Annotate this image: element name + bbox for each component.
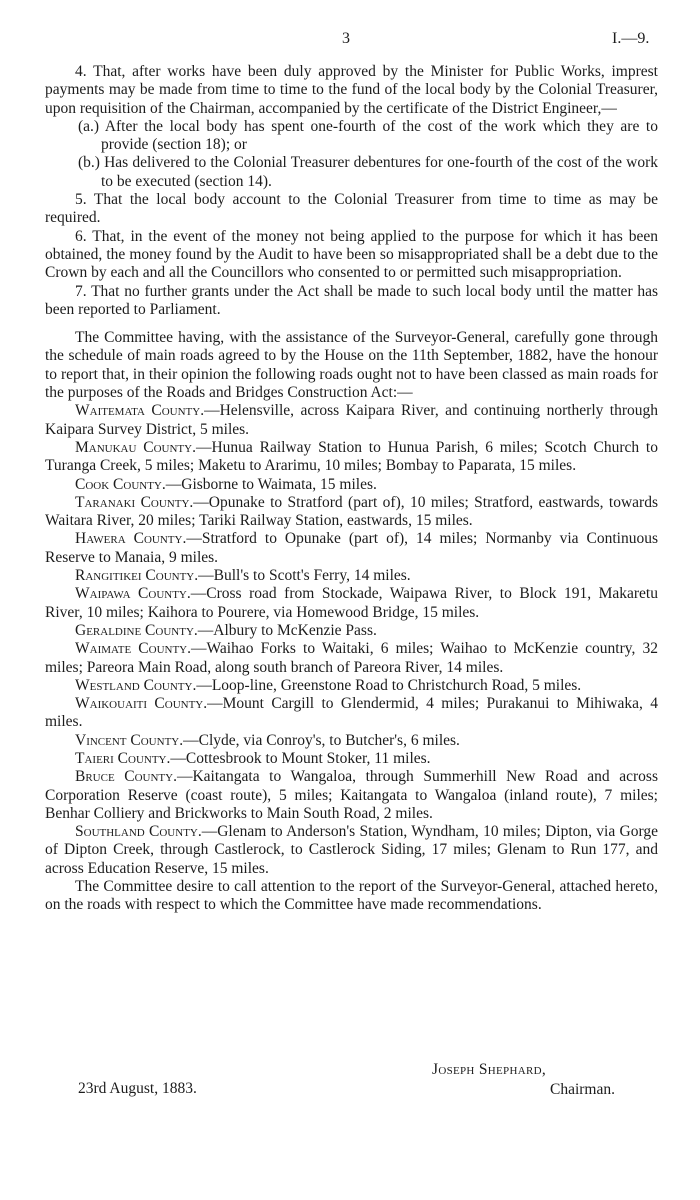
paragraph: 5. That the local body account to the Colonial Treasurer from time to time as may be required.: [45, 191, 658, 227]
paragraph: 7. That no further grants under the Act shall be made to such local body until the matter has been reported to Parliament.: [45, 282, 658, 318]
county-roads: —Mount Cargill to Glendermid, 4 miles; Purakanui to Mihiwaka, 4 miles.: [45, 695, 659, 731]
signatory-title: Chairman.: [550, 1081, 615, 1098]
county-roads: —Helensville, across Kaipara River, and continuing northerly through Kaipara Survey District, 5 miles.: [45, 402, 659, 438]
page-number: 3: [342, 30, 350, 47]
county-entry: [45, 530, 658, 567]
county-entry: [45, 640, 658, 677]
county-entry: [45, 567, 658, 585]
county-roads: —Glenam to Anderson's Station, Wyndham, 10 miles; Dipton, via Gorge of Dipton Creek, through Castlerock, to Castlerock Siding, 17 miles; Glenam to Run 177, and across Education Reserve, 15 miles.: [45, 823, 658, 877]
county-entry: [45, 768, 658, 823]
document-reference: I.—9.: [612, 30, 650, 47]
county-entry: [45, 823, 658, 878]
county-name: Rangitikei County.: [75, 567, 199, 585]
county-entry: [45, 695, 658, 732]
closing-paragraph: The Committee desire to call attention to the report of the Surveyor-General, attached hereto, on the roads with respect to which the Committee have made recommendations.: [45, 878, 658, 914]
county-entry: [45, 732, 658, 750]
county-roads: —Gisborne to Waimata, 15 miles.: [165, 475, 377, 493]
county-entry: [45, 750, 658, 768]
document-body: [45, 63, 658, 915]
county-roads: —Kaitangata to Wangaloa, through Summerhill New Road and across Corporation Reserve (coast route), 5 miles; Kaitangata to Wangaloa (inland route), 7 miles; Benhar Colliery and Brickworks to Main South Road, 2 miles.: [45, 768, 658, 822]
paragraph: (b.) Has delivered to the Colonial Treasurer debentures for one-fourth of the cost of the work to be executed (section 14).: [78, 154, 658, 190]
county-roads: —Stratford to Opunake (part of), 14 miles; Normanby via Continuous Reserve to Manaia, 9 miles.: [45, 530, 658, 566]
resolutions-section: [45, 63, 658, 402]
county-name: Taieri County.: [75, 749, 171, 767]
county-name: Manukau County.: [75, 438, 196, 456]
county-name: Vincent County.: [75, 731, 184, 749]
county-entry: [45, 476, 658, 494]
county-roads: —Cottesbrook to Mount Stoker, 11 miles.: [170, 749, 431, 767]
county-entry: [45, 677, 658, 695]
county-entry: [45, 622, 658, 640]
county-name: Bruce County.: [75, 768, 177, 786]
paragraph: The Committee having, with the assistance of the Surveyor-General, carefully gone through the schedule of main roads agreed to by the House on the 11th September, 1882, have the honour to report that, in their opinion the following roads ought not to have been classed as main roads for the purposes of the Roads and Bridges Construction Act:—: [45, 329, 658, 402]
county-roads: —Albury to McKenzie Pass.: [197, 621, 377, 639]
county-roads: —Clyde, via Conroy's, to Butcher's, 6 miles.: [183, 731, 460, 749]
county-name: Taranaki County.: [75, 493, 194, 511]
county-name: Waitemata County.: [75, 402, 205, 420]
county-name: Hawera County.: [75, 530, 187, 548]
county-entry: [45, 585, 658, 622]
county-roads: —Opunake to Stratford (part of), 10 miles; Stratford, eastwards, towards Waitara River, 20 miles; Tariki Railway Station, eastwards, 15 miles.: [45, 493, 658, 530]
county-name: Southland County.: [75, 823, 202, 841]
paragraph: (a.) After the local body has spent one-fourth of the cost of the work which they are to provide (section 18); or: [78, 117, 658, 154]
county-name: Waipawa County.: [75, 585, 191, 603]
county-entry: [45, 402, 658, 439]
signatory-name: Joseph Shephard,: [432, 1061, 546, 1078]
county-roads: —Hunua Railway Station to Hunua Parish, 6 miles; Scotch Church to Turanga Creek, 5 miles; Maketu to Ararimu, 10 miles; Bombay to Paparata, 15 miles.: [45, 438, 658, 475]
county-roads: —Cross road from Stockade, Waipawa River, to Block 191, Makaretu River, 10 miles; Kaihora to Pourere, via Homewood Bridge, 15 miles.: [45, 585, 658, 621]
county-name: Geraldine County.: [75, 621, 198, 639]
signature-block: [432, 1060, 615, 1100]
county-roads: —Bull's to Scott's Ferry, 14 miles.: [198, 567, 411, 585]
county-roads: —Waihao Forks to Waitaki, 6 miles; Waihao to McKenzie country, 32 miles; Pareora Main Road, along south branch of Pareora River, 14 miles.: [45, 640, 659, 676]
paragraph: 4. That, after works have been duly approved by the Minister for Public Works, imprest payments may be made from time to time to the fund of the local body by the Colonial Treasurer, upon requisition of the Chairman, accompanied by the certificate of the District Engineer,—: [45, 63, 658, 117]
report-date: 23rd August, 1883.: [78, 1080, 197, 1097]
county-name: Waimate County.: [75, 640, 192, 658]
paragraph: 6. That, in the event of the money not being applied to the purpose for which it has been obtained, the money found by the Audit to have been so misappropriated shall be a debt due to the Crown by each and all the Councillors who consented to or permitted such misappropriation.: [45, 227, 658, 282]
county-entry: [45, 439, 658, 476]
county-roads: —Loop-line, Greenstone Road to Christchurch Road, 5 miles.: [196, 676, 582, 694]
county-name: Westland County.: [75, 676, 197, 694]
county-name: Waikouaiti County.: [75, 695, 208, 713]
county-name: Cook County.: [75, 475, 166, 493]
county-list: [45, 402, 658, 878]
county-entry: [45, 494, 658, 531]
